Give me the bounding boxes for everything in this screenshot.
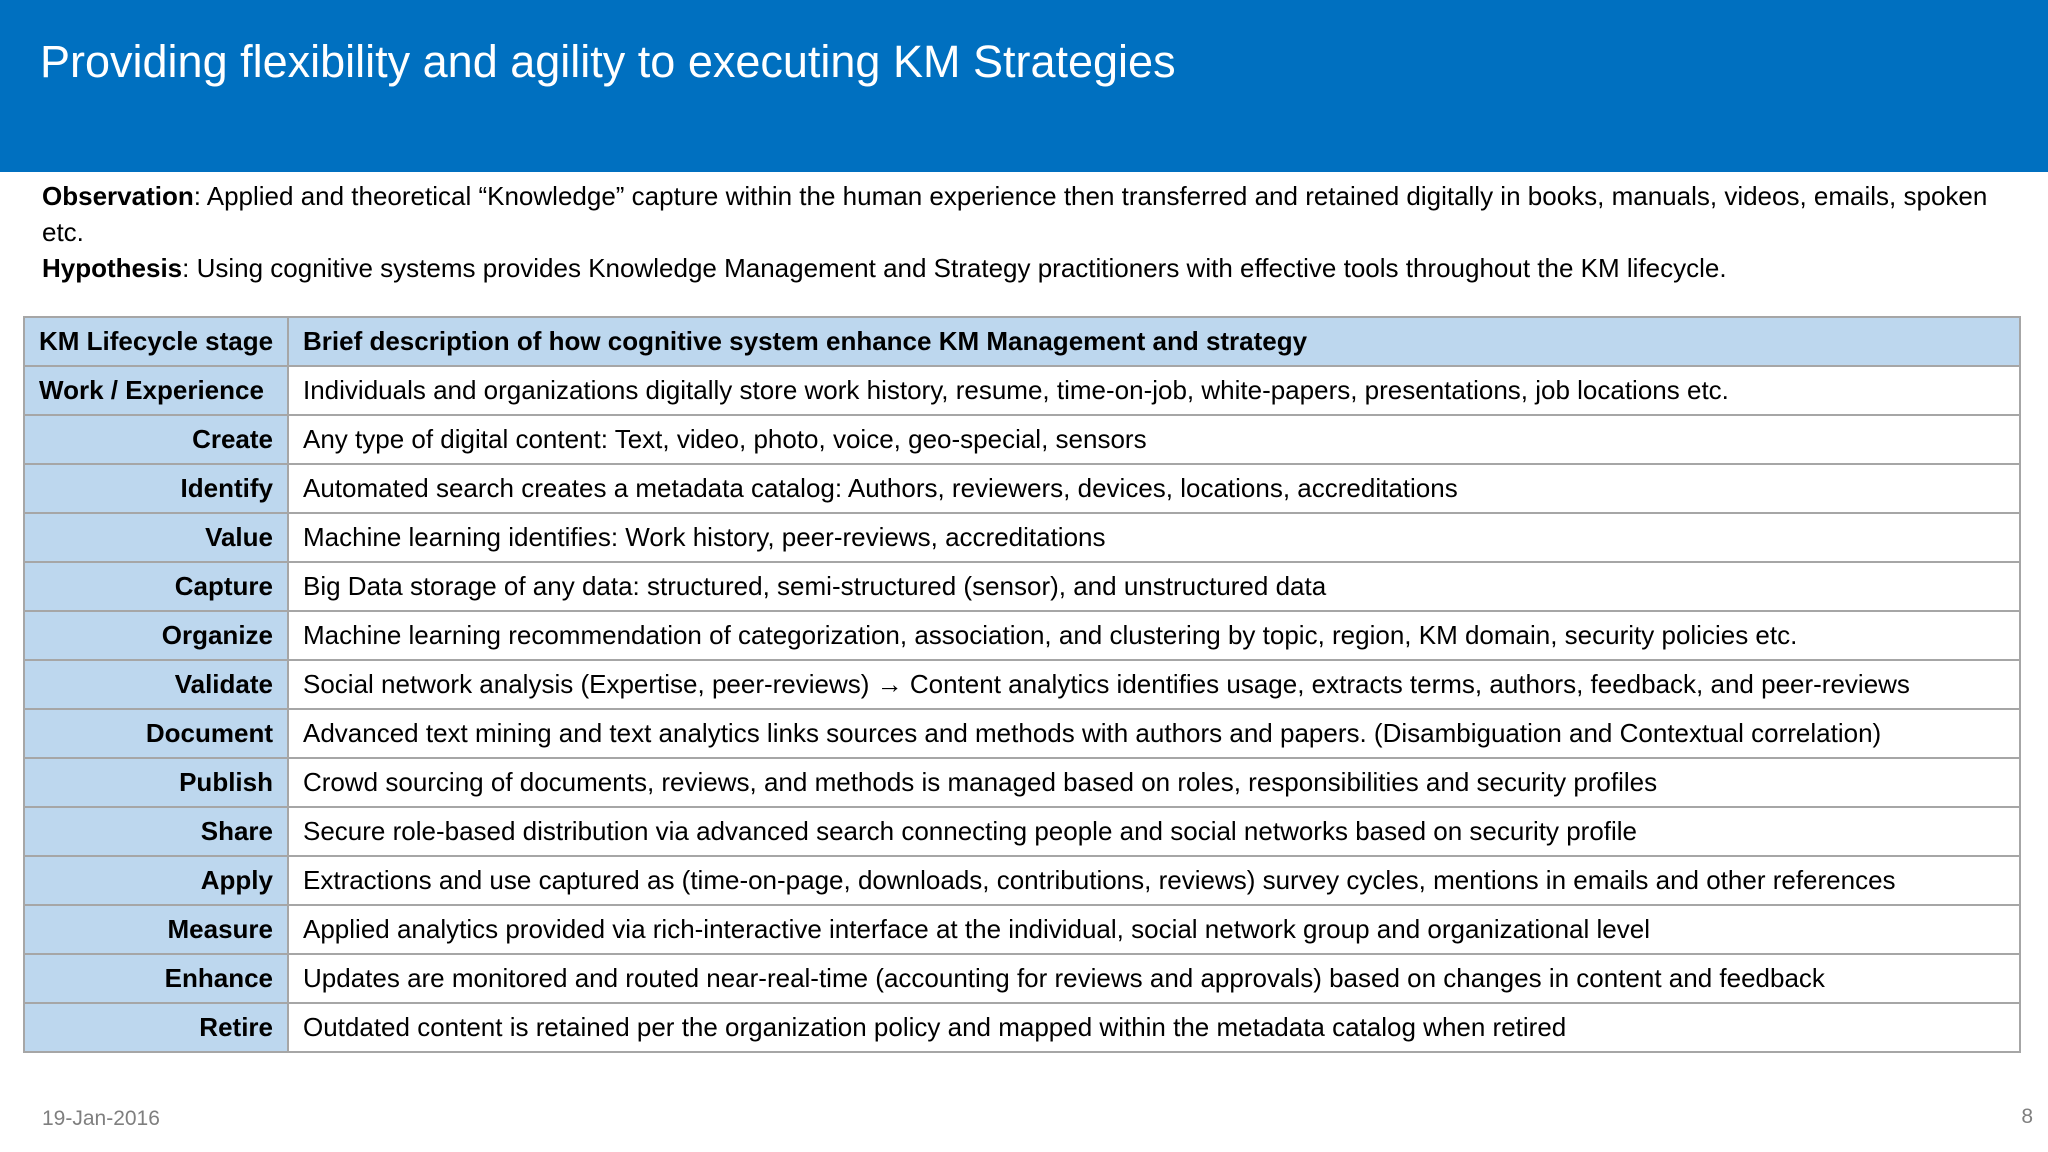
stage-cell: Value <box>24 513 288 562</box>
stage-cell: Create <box>24 415 288 464</box>
stage-cell: Apply <box>24 856 288 905</box>
header-description: Brief description of how cognitive system enhance KM Management and strategy <box>288 317 2020 366</box>
description-cell: Any type of digital content: Text, video, photo, voice, geo-special, sensors <box>288 415 2020 464</box>
stage-cell: Organize <box>24 611 288 660</box>
description-cell: Secure role-based distribution via advanced search connecting people and social networks based on security profile <box>288 807 2020 856</box>
description-cell: Big Data storage of any data: structured, semi-structured (sensor), and unstructured data <box>288 562 2020 611</box>
observation-label: Observation <box>42 181 194 211</box>
stage-cell: Identify <box>24 464 288 513</box>
description-cell: Automated search creates a metadata catalog: Authors, reviewers, devices, locations, accreditations <box>288 464 2020 513</box>
table-row <box>24 954 2020 1003</box>
slide-title: Providing flexibility and agility to executing KM Strategies <box>40 36 1176 87</box>
description-cell: Advanced text mining and text analytics links sources and methods with authors and papers. (Disambiguation and Contextual correlation) <box>288 709 2020 758</box>
stage-cell: Work / Experience <box>24 366 288 415</box>
stage-cell: Share <box>24 807 288 856</box>
table-row <box>24 366 2020 415</box>
observation-text: : Applied and theoretical “Knowledge” capture within the human experience then transferred and retained digitally in books, manuals, videos, emails, spoken etc. <box>42 181 1988 247</box>
stage-cell: Validate <box>24 660 288 709</box>
hypothesis-label: Hypothesis <box>42 253 183 283</box>
km-lifecycle-table <box>23 316 2021 1053</box>
table-row <box>24 758 2020 807</box>
stage-cell: Capture <box>24 562 288 611</box>
page-number: 8 <box>2021 1105 2033 1128</box>
stage-cell: Measure <box>24 905 288 954</box>
stage-cell: Enhance <box>24 954 288 1003</box>
table-row <box>24 807 2020 856</box>
table-row <box>24 415 2020 464</box>
table-row <box>24 660 2020 709</box>
intro-text <box>42 178 2022 286</box>
header-stage: KM Lifecycle stage <box>24 317 288 366</box>
stage-cell: Document <box>24 709 288 758</box>
description-cell: Crowd sourcing of documents, reviews, and methods is managed based on roles, responsibilities and security profiles <box>288 758 2020 807</box>
table-row <box>24 611 2020 660</box>
title-bar <box>0 0 2048 172</box>
stage-cell: Publish <box>24 758 288 807</box>
hypothesis-text: : Using cognitive systems provides Knowledge Management and Strategy practitioners with effective tools throughout the KM lifecycle. <box>182 253 1727 283</box>
description-cell: Social network analysis (Expertise, peer-reviews) → Content analytics identifies usage, extracts terms, authors, feedback, and peer-reviews <box>288 660 2020 709</box>
table-header-row <box>24 317 2020 366</box>
table-row <box>24 464 2020 513</box>
description-cell: Machine learning identifies: Work history, peer-reviews, accreditations <box>288 513 2020 562</box>
table-row <box>24 1003 2020 1052</box>
table-row <box>24 562 2020 611</box>
description-cell: Outdated content is retained per the organization policy and mapped within the metadata catalog when retired <box>288 1003 2020 1052</box>
table-row <box>24 709 2020 758</box>
description-cell: Extractions and use captured as (time-on-page, downloads, contributions, reviews) survey cycles, mentions in emails and other references <box>288 856 2020 905</box>
hypothesis-paragraph <box>42 250 2022 286</box>
description-cell: Individuals and organizations digitally store work history, resume, time-on-job, white-papers, presentations, job locations etc. <box>288 366 2020 415</box>
observation-paragraph <box>42 178 2022 250</box>
table-row <box>24 856 2020 905</box>
description-cell: Updates are monitored and routed near-real-time (accounting for reviews and approvals) based on changes in content and feedback <box>288 954 2020 1003</box>
description-cell: Machine learning recommendation of categorization, association, and clustering by topic, region, KM domain, security policies etc. <box>288 611 2020 660</box>
stage-cell: Retire <box>24 1003 288 1052</box>
table-row <box>24 905 2020 954</box>
slide-date: 19-Jan-2016 <box>42 1107 160 1130</box>
table-row <box>24 513 2020 562</box>
description-cell: Applied analytics provided via rich-interactive interface at the individual, social network group and organizational level <box>288 905 2020 954</box>
